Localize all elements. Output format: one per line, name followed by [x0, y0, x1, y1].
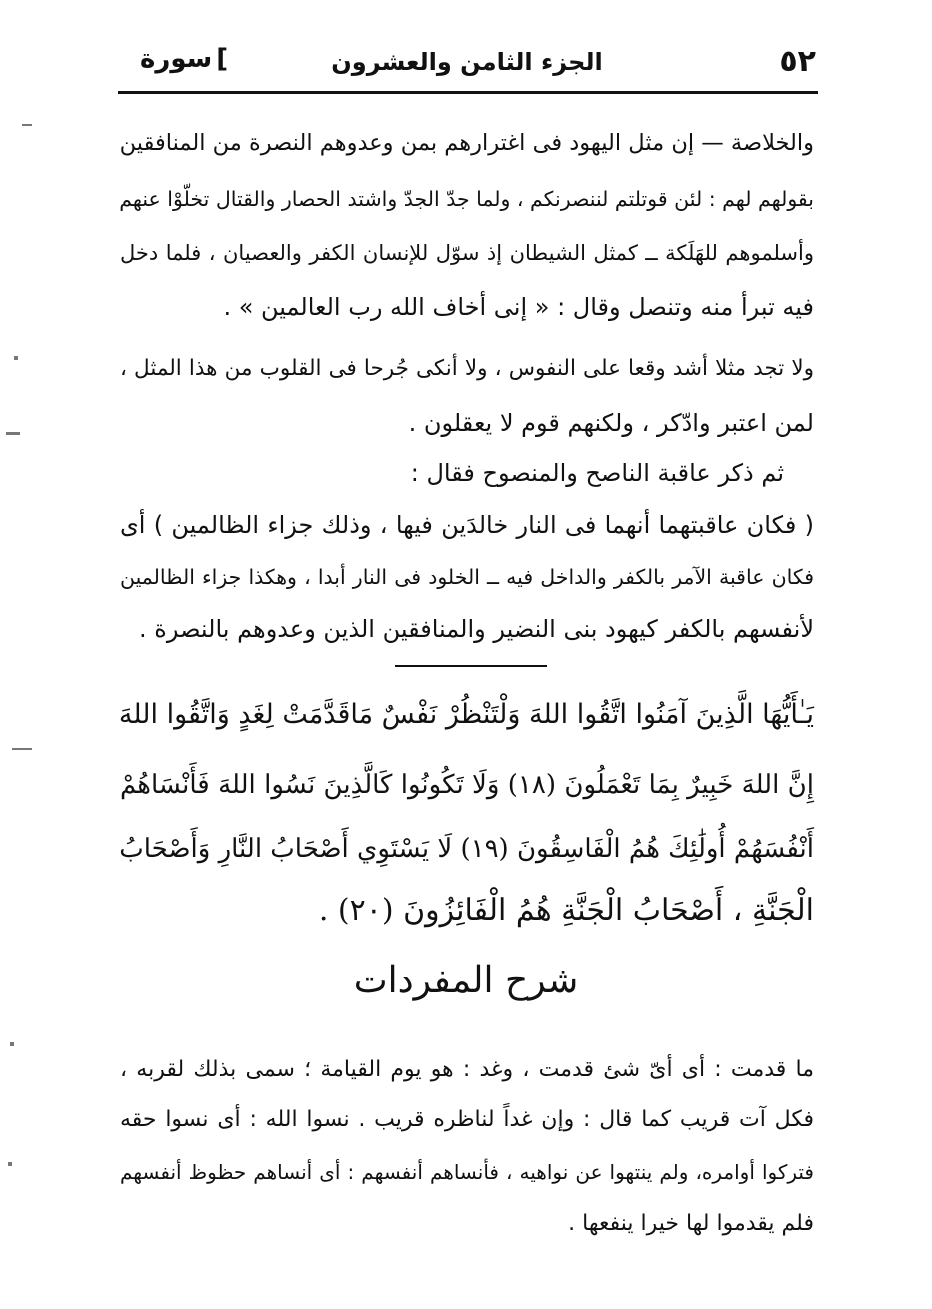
section-divider [395, 665, 547, 667]
page-header [118, 38, 816, 90]
surah-bracket: [ [216, 44, 229, 74]
paragraph3-line-3: فكان عاقبة الآمر بالكفر والداخل فيه ــ الخلود فى النار أبدا ، وهكذا جزاء الظالمين [120, 565, 814, 589]
scan-speck [10, 1042, 14, 1046]
surah-label-text: سورة [140, 44, 213, 74]
summary-line-4: فيه تبرأ منه وتنصل وقال : « إنى أخاف الله رب العالمين » . [223, 293, 814, 321]
scan-speck [14, 356, 18, 360]
section-heading: شرح المفردات [353, 960, 579, 1001]
summary-line-3: وأسلموهم للهَلَكة ــ كمثل الشيطان إذ سوّل للإنسان الكفر والعصيان ، فلما دخل [120, 241, 814, 265]
page-number: ٥٢ [779, 44, 816, 79]
verse-line-2: إِنَّ اللهَ خَبِيرٌ بِمَا تَعْمَلُونَ (١٨) وَلَا تَكُونُوا كَالَّذِينَ نَسُوا اللهَ فَأَنْسَاهُمْ [120, 770, 814, 800]
paragraph2-line-2: لمن اعتبر وادّكر ، ولكنهم قوم لا يعقلون . [408, 409, 814, 437]
verse-line-4: الْجَنَّةِ ، أَصْحَابُ الْجَنَّةِ هُمُ الْفَائِزُونَ (٢٠) . [318, 893, 814, 928]
header-rule [118, 91, 818, 94]
verse-line-3: أَنْفُسَهُمْ أُولَٰئِكَ هُمُ الْفَاسِقُونَ (١٩) لَا يَسْتَوِي أَصْحَابُ النَّارِ وَأَصْحَابُ [119, 834, 814, 864]
scan-speck [8, 1162, 12, 1166]
summary-line-1: والخلاصة — إن مثل اليهود فى اغترارهم بمن وعدوهم النصرة من المنافقين [119, 130, 814, 156]
running-title: الجزء الثامن والعشرون [331, 48, 603, 76]
vocab-line-1: ما قدمت : أى أىّ شئ قدمت ، وغد : هو يوم القيامة ؛ سمى بذلك لقربه ، [120, 1057, 814, 1082]
scan-speck [6, 432, 20, 435]
scan-speck [22, 124, 32, 126]
paragraph3-line-4: لأنفسهم بالكفر كيهود بنى النضير والمنافقين الذين وعدوهم بالنصرة . [139, 615, 814, 643]
paragraph2-line-1: ولا تجد مثلا أشد وقعا على النفوس ، ولا أنكى جُرحا فى القلوب من هذا المثل ، [120, 356, 814, 381]
vocab-line-4: فلم يقدموا لها خيرا ينفعها . [568, 1211, 814, 1236]
summary-line-2: بقولهم لهم : لئن قوتلتم لننصرنكم ، ولما جدّ الجدّ واشتد الحصار والقتال تخلّوْا عنهم [119, 187, 814, 211]
vocab-line-3: فتركوا أوامره، ولم ينتهوا عن نواهيه ، فأنساهم أنفسهم : أى أنساهم حظوظ أنفسهم [120, 1160, 814, 1184]
paragraph3-line-1: ثم ذكر عاقبة الناصح والمنصوح فقال : [410, 459, 784, 487]
paragraph3-line-2: ( فكان عاقبتهما أنهما فى النار خالدَين فيها ، وذلك جزاء الظالمين ) أى [120, 511, 814, 539]
surah-label [140, 44, 228, 74]
verse-line-1: يَـٰأَيُّهَا الَّذِينَ آمَنُوا اتَّقُوا اللهَ وَلْتَنْظُرْ نَفْسٌ مَاقَدَّمَتْ لِغَدٍ وَاتَّقُوا اللهَ [118, 699, 814, 730]
scan-speck [12, 748, 32, 750]
vocab-line-2: فكل آت قريب كما قال : وإن غداً لناظره قريب . نسوا الله : أى نسوا حقه [120, 1107, 814, 1132]
